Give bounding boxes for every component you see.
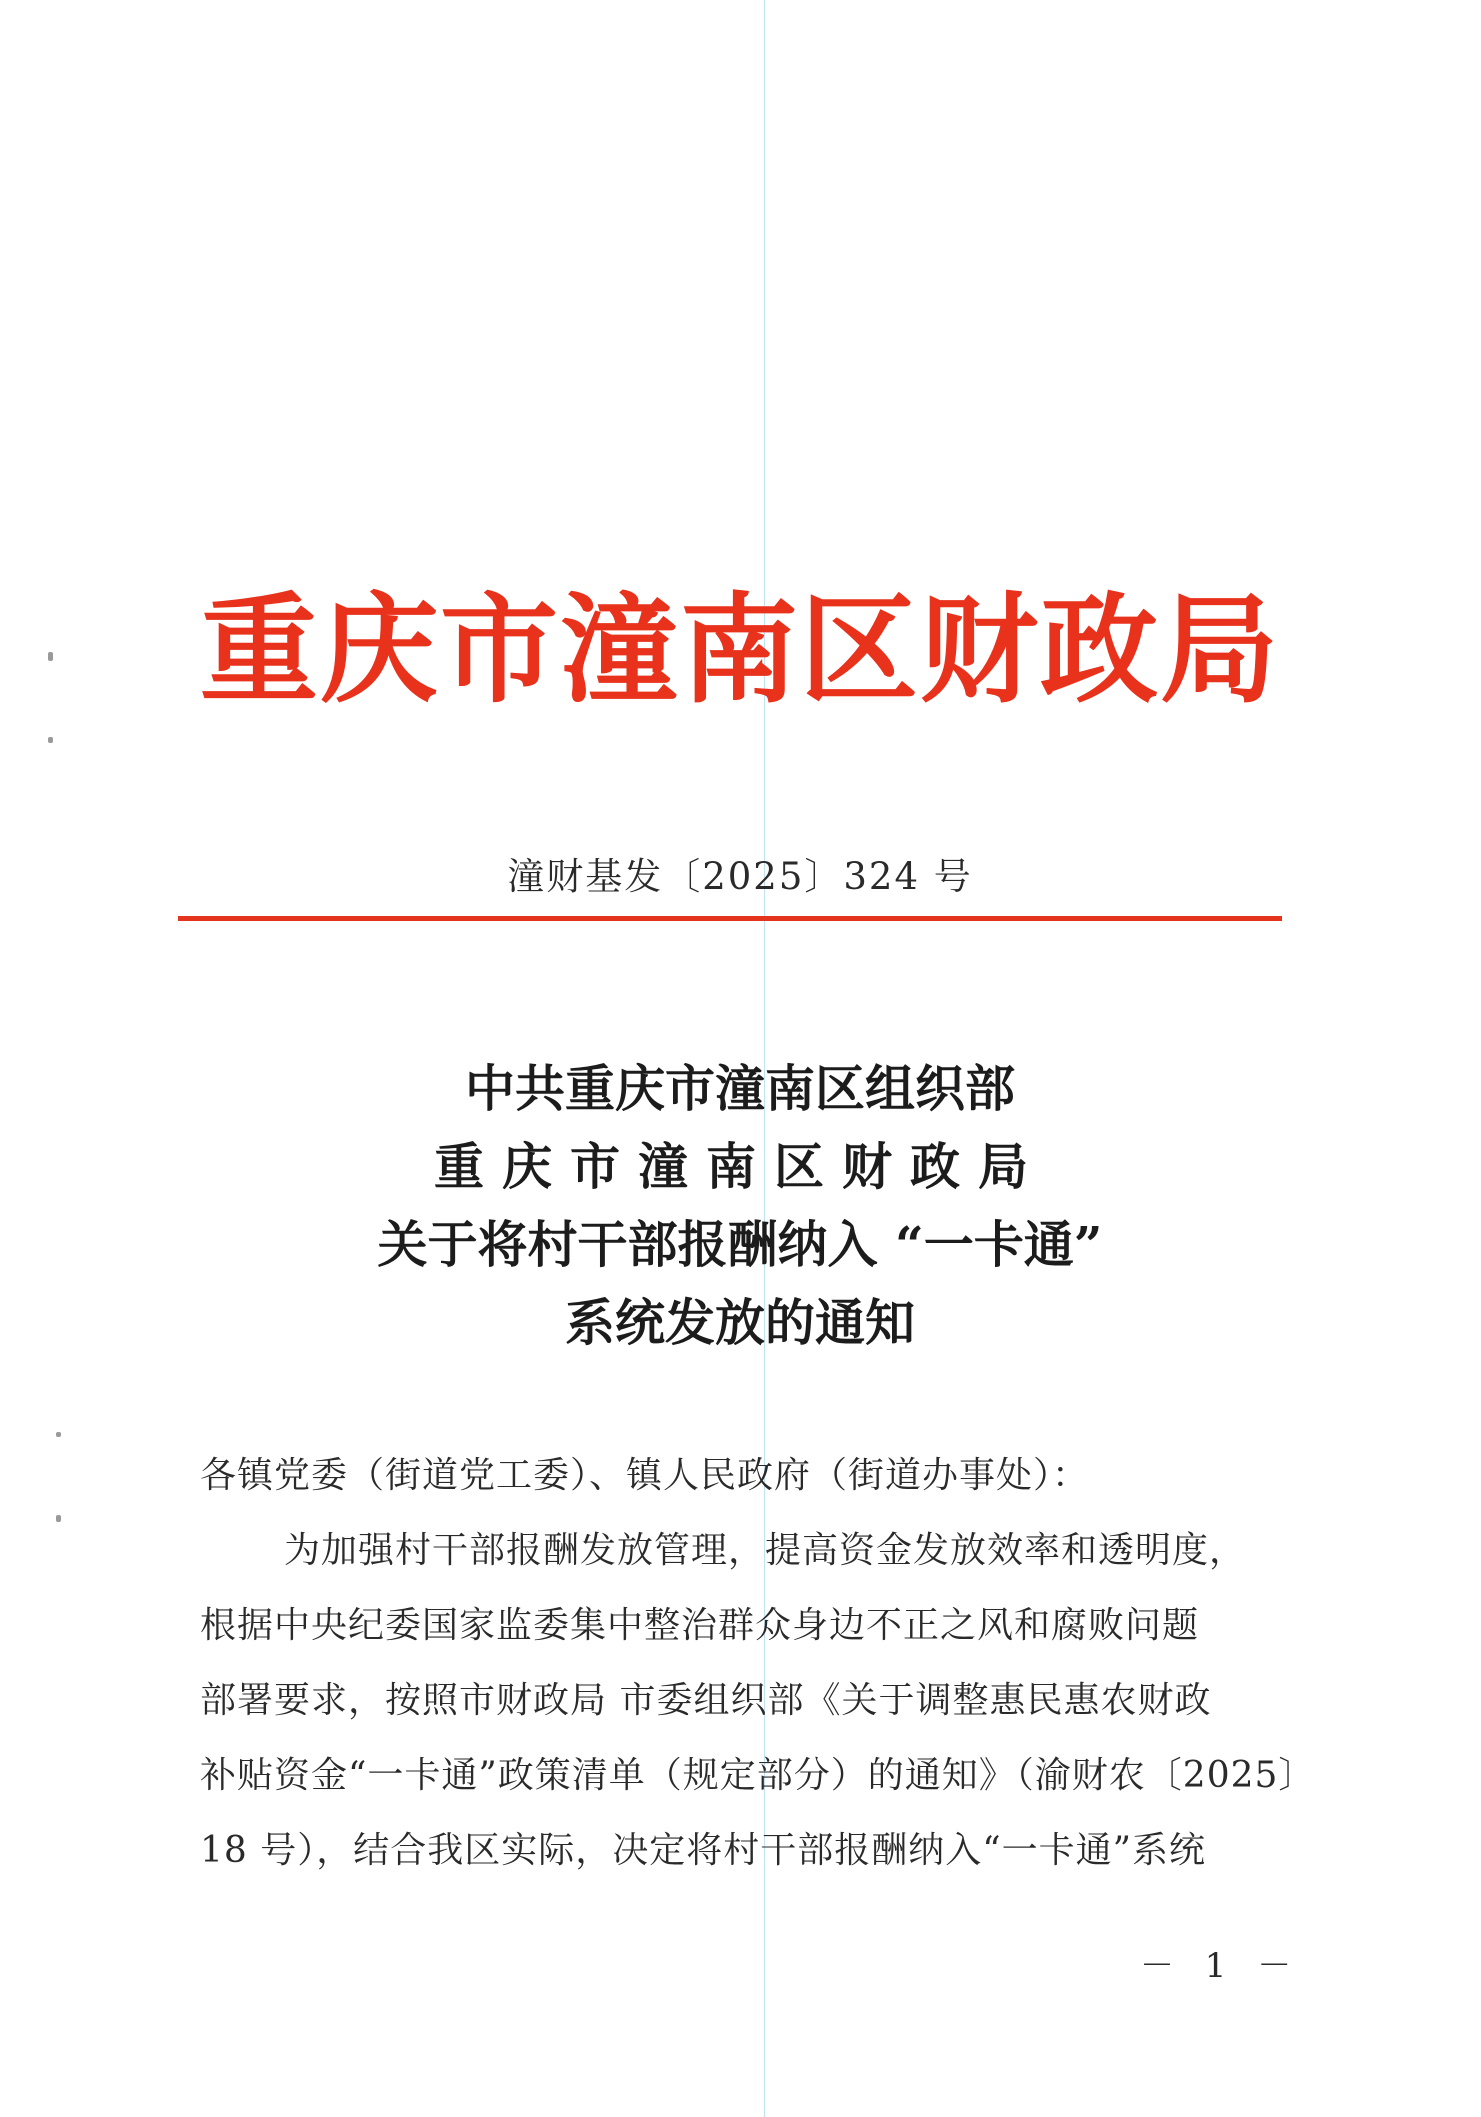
salutation: 各镇党委（街道党工委）、镇人民政府（街道办事处）：: [200, 1455, 1090, 1496]
scanner-artifact-mark: [56, 1515, 61, 1522]
title-line: 系统发放的通知: [565, 1293, 915, 1352]
scanner-artifact-mark: [48, 737, 53, 743]
body-paragraph-line: 部署要求，按照市财政局 市委组织部《关于调整惠民惠农财政: [200, 1680, 1212, 1721]
red-divider-rule: [178, 916, 1282, 921]
issuing-authority-masthead: 重庆市潼南区财政局: [200, 580, 1281, 719]
title-line: 关于将村干部报酬纳入 “一卡通”: [377, 1215, 1103, 1274]
body-paragraph-line: 根据中央纪委国家监委集中整治群众身边不正之风和腐败问题: [200, 1605, 1200, 1646]
body-paragraph-line: 补贴资金“一卡通”政策清单（规定部分）的通知》（渝财农〔2025〕: [200, 1755, 1316, 1796]
scanner-artifact-mark: [56, 1432, 61, 1437]
page-number: － 1 －: [1140, 1946, 1302, 1986]
body-paragraph-line: 18 号），结合我区实际，决定将村干部报酬纳入“一卡通”系统: [200, 1830, 1207, 1871]
document-body: [200, 1438, 1316, 1888]
title-line: 重庆市潼南区财政局: [434, 1137, 1046, 1196]
scanner-artifact-mark: [48, 652, 53, 661]
body-paragraph-line: 为加强村干部报酬发放管理，提高资金发放效率和透明度，: [284, 1530, 1247, 1571]
document-title: [240, 1050, 1240, 1362]
document-number: 潼财基发〔2025〕324 号: [507, 855, 973, 898]
title-line: 中共重庆市潼南区组织部: [465, 1059, 1015, 1118]
